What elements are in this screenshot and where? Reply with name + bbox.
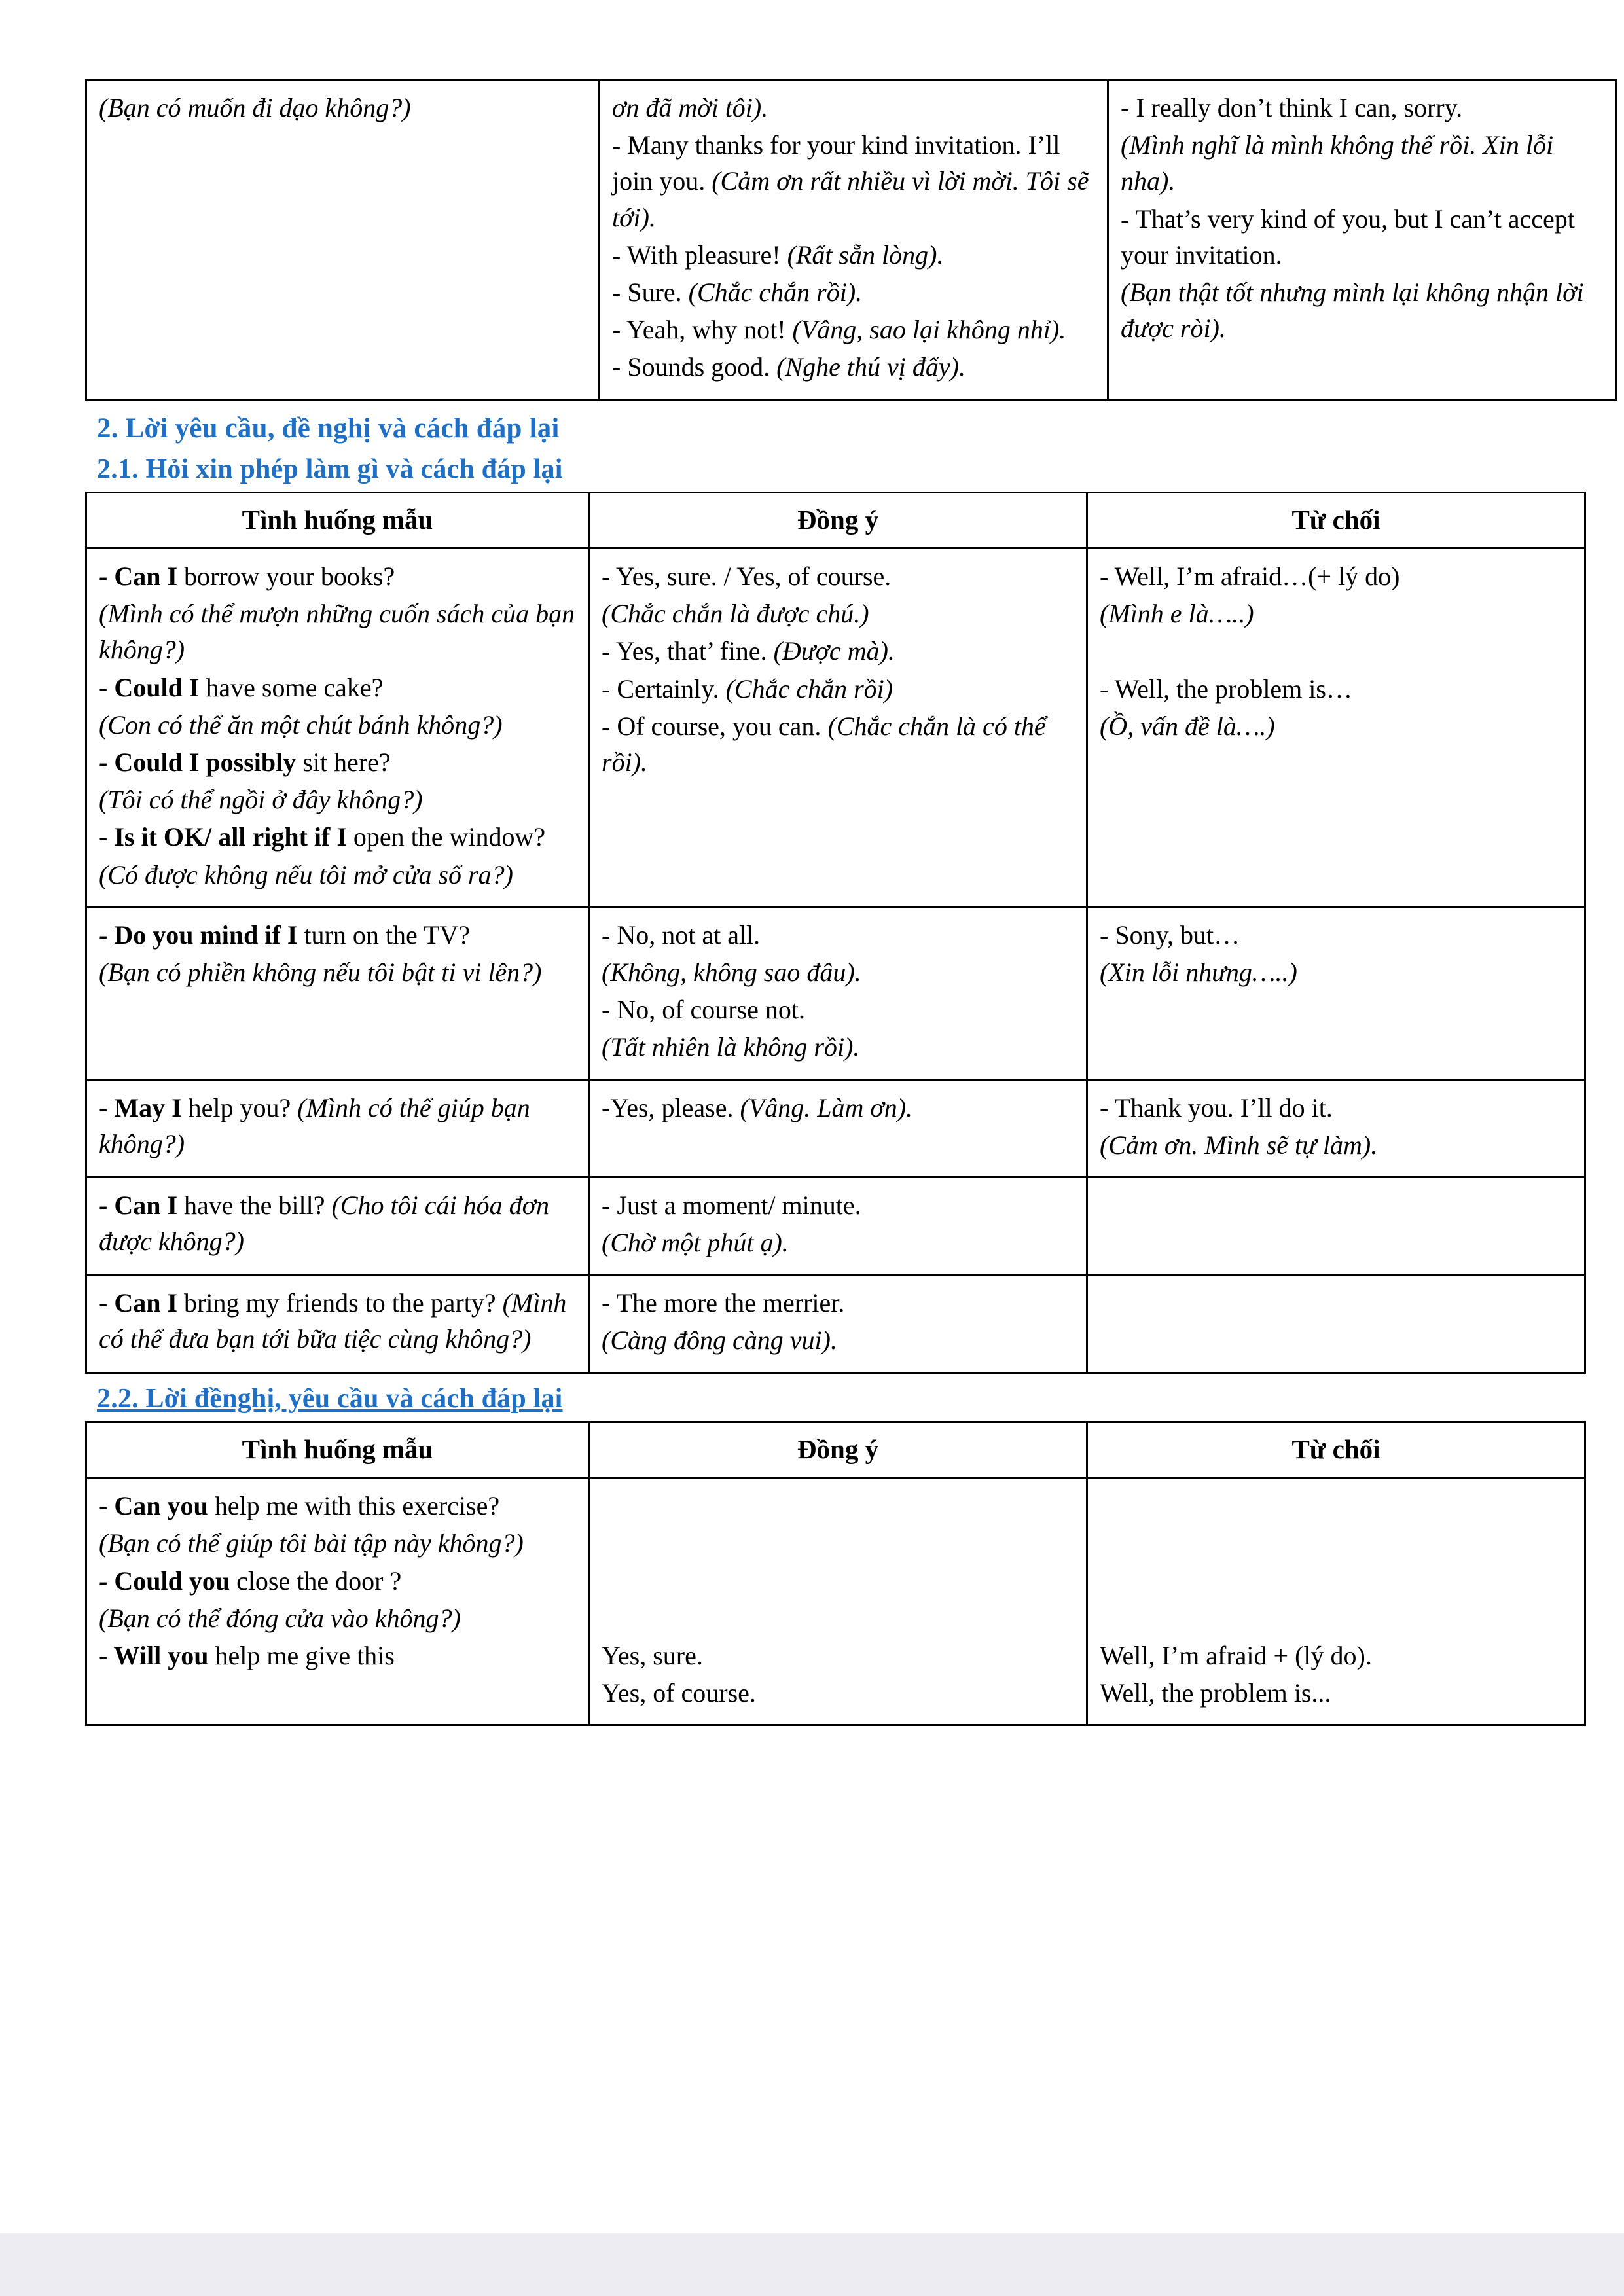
cell-refuse — [1087, 1079, 1585, 1177]
text-line: Yes, of course. — [602, 1678, 756, 1708]
text-line: (Có được không nếu tôi mở cửa sổ ra?) — [99, 859, 513, 889]
text-line: (Bạn có thể đóng cửa vào không?) — [99, 1603, 461, 1633]
text-line: - Yes, sure. / Yes, of course. — [602, 562, 892, 592]
text-bold: - Is it OK/ all right if I — [99, 822, 347, 852]
text-line — [99, 1638, 576, 1674]
text-plain: help you? — [181, 1092, 298, 1122]
text-italic: (Mình có thể giúp bạn không?) — [99, 1092, 530, 1158]
cell-agree — [589, 1177, 1087, 1274]
text-line — [99, 1187, 576, 1259]
text-line: ơn đã mời tôi). — [612, 93, 768, 122]
text-plain: have the bill? — [177, 1190, 332, 1220]
text-line: - Well, I’m afraid…(+ lý do) — [1100, 562, 1400, 592]
table-asking-permission — [85, 492, 1586, 1374]
text-line — [602, 671, 1074, 707]
text-line: (Ồ, vấn đề là….) — [1100, 711, 1275, 741]
text-line — [612, 237, 1095, 273]
text-line — [602, 1090, 1074, 1126]
text-plain: close the door ? — [230, 1566, 402, 1596]
table-row — [86, 906, 1585, 1079]
text-spacer — [1100, 1525, 1572, 1561]
table-requests-wrapper — [85, 1421, 1539, 1708]
text-plain: have some cake? — [199, 672, 384, 702]
table-header-row — [86, 492, 1585, 548]
text-line: (Chắc chắn là được chú.) — [602, 599, 869, 629]
table-invitation-responses — [85, 79, 1617, 401]
text-bold: - Will you — [99, 1640, 209, 1670]
text-plain: - Sure. — [612, 277, 689, 307]
text-line — [612, 312, 1095, 348]
text-line: - That’s very kind of you, but I can’t accept your invitation. — [1121, 204, 1575, 270]
cell-situation — [86, 548, 589, 907]
table-row — [86, 548, 1585, 907]
text-plain: - Certainly. — [602, 673, 726, 704]
text-line: - I really don’t think I can, sorry. — [1121, 93, 1463, 122]
text-line — [99, 917, 576, 953]
text-spacer — [602, 1488, 1074, 1524]
cell-refuse — [1087, 1478, 1585, 1725]
table-row — [86, 1275, 1585, 1372]
text-line: (Chờ một phút ạ). — [602, 1228, 789, 1258]
text-italic: (Cho tôi cái hóa đơn được không?) — [99, 1190, 549, 1257]
text-line: (Bạn có phiền không nếu tôi bật ti vi lên?) — [99, 957, 542, 987]
text-spacer — [602, 1525, 1074, 1561]
text-bold: - Could I possibly — [99, 747, 297, 778]
text-line: Well, I’m afraid + (lý do). — [1100, 1640, 1372, 1670]
text-plain: open the window? — [346, 822, 546, 852]
text-italic: (Vâng. Làm ơn). — [740, 1092, 913, 1122]
cell-agree — [589, 548, 1087, 907]
page-bottom-band — [0, 2233, 1624, 2296]
cell-situation — [86, 80, 600, 400]
text-italic: (Vâng, sao lại không nhỉ). — [792, 315, 1066, 345]
cell-agree — [589, 1478, 1087, 1725]
text-line — [612, 349, 1095, 385]
text-bold: - May I — [99, 1092, 182, 1122]
text-line: - Sony, but… — [1100, 920, 1240, 950]
text-line — [612, 127, 1095, 236]
text-spacer — [602, 1600, 1074, 1636]
text-line: (Mình nghĩ là mình không thể rồi. Xin lỗi nha). — [1121, 130, 1554, 196]
text-plain: help me with this exercise? — [208, 1491, 500, 1521]
cell-situation — [86, 1079, 589, 1177]
text-plain: -Yes, please. — [602, 1092, 740, 1122]
cell-refuse — [1087, 548, 1585, 907]
text-italic: (Nghe thú vị đấy). — [776, 352, 965, 382]
text-plain: - With pleasure! — [612, 240, 787, 270]
text-plain: - Of course, you can. — [602, 711, 828, 741]
text-italic: (Được mà). — [773, 636, 895, 666]
text-line — [602, 633, 1074, 669]
text-line: - Thank you. I’ll do it. — [1100, 1092, 1333, 1122]
text-spacer — [1100, 1488, 1572, 1524]
text-line: - Just a moment/ minute. — [602, 1190, 861, 1220]
text-bold: - Can I — [99, 1190, 178, 1220]
section-heading-2: 2. Lời yêu cầu, đề nghị và cách đáp lại — [97, 412, 560, 444]
text-italic: (Rất sẵn lòng). — [787, 240, 944, 270]
column-header-refuse: Từ chối — [1087, 1422, 1585, 1478]
cell-situation — [86, 1478, 589, 1725]
text-bold: - Could you — [99, 1566, 230, 1596]
table-header-row — [86, 1422, 1585, 1478]
text-line: (Càng đông càng vui). — [602, 1325, 837, 1355]
table-requests — [85, 1421, 1586, 1727]
text-line: (Cảm ơn. Mình sẽ tự làm). — [1100, 1130, 1378, 1160]
text-line: (Mình có thể mượn những cuốn sách của bạn không?) — [99, 599, 575, 665]
cell-refuse — [1108, 80, 1617, 400]
text-plain: - Yeah, why not! — [612, 315, 793, 345]
text-line: (Tất nhiên là không rồi). — [602, 1032, 860, 1062]
text-line: - Well, the problem is… — [1100, 673, 1352, 704]
text-bold: - Can you — [99, 1491, 208, 1521]
table-row — [86, 1177, 1585, 1274]
text-plain: bring my friends to the party? — [177, 1288, 503, 1318]
text-spacer — [1100, 1600, 1572, 1636]
text-line — [99, 558, 576, 594]
text-plain: help me give this — [208, 1640, 395, 1670]
text-line: - No, of course not. — [602, 995, 806, 1025]
text-italic: (Cảm ơn rất nhiều vì lời mời. Tôi sẽ tới). — [612, 166, 1089, 232]
section-heading-2-2: 2.2. Lời đềnghị, yêu cầu và cách đáp lại — [97, 1383, 563, 1414]
text-line: - No, not at all. — [602, 920, 761, 950]
column-header-refuse: Từ chối — [1087, 492, 1585, 548]
cell-situation — [86, 1177, 589, 1274]
text-line: (Tôi có thể ngồi ở đây không?) — [99, 785, 423, 815]
cell-agree — [589, 906, 1087, 1079]
cell-situation — [86, 1275, 589, 1372]
text-line — [99, 744, 576, 780]
cell-refuse — [1087, 906, 1585, 1079]
column-header-agree: Đồng ý — [589, 1422, 1087, 1478]
column-header-situation: Tình huống mẫu — [86, 492, 589, 548]
cell-refuse-empty — [1087, 1177, 1585, 1274]
text-italic: (Chắc chắn rồi). — [688, 277, 863, 307]
text-spacer — [1100, 1563, 1572, 1599]
text-plain: turn on the TV? — [297, 920, 471, 950]
text-italic: (Chắc chắn là có thể rồi). — [602, 711, 1046, 778]
text-line: - The more the merrier. — [602, 1288, 845, 1318]
table-row — [86, 1079, 1585, 1177]
text-line — [99, 1090, 576, 1162]
text-plain: - Sounds good. — [612, 352, 777, 382]
text-italic: (Chắc chắn rồi) — [725, 673, 893, 704]
text-line: (Bạn có thể giúp tôi bài tập này không?) — [99, 1528, 524, 1558]
text-line — [602, 708, 1074, 780]
column-header-agree: Đồng ý — [589, 492, 1087, 548]
text-line: Yes, sure. — [602, 1640, 703, 1670]
cell-refuse-empty — [1087, 1275, 1585, 1372]
text-line: (Bạn có muốn đi dạo không?) — [99, 93, 411, 122]
cell-agree — [589, 1275, 1087, 1372]
text-line — [99, 819, 576, 855]
text-bold: - Can I — [99, 562, 178, 592]
cell-situation — [86, 906, 589, 1079]
cell-agree — [600, 80, 1108, 400]
text-line: Well, the problem is... — [1100, 1678, 1331, 1708]
text-bold: - Do you mind if I — [99, 920, 298, 950]
section-heading-2-1: 2.1. Hỏi xin phép làm gì và cách đáp lại — [97, 454, 563, 484]
cell-agree — [589, 1079, 1087, 1177]
text-line: (Mình e là…..) — [1100, 599, 1254, 629]
text-bold: - Can I — [99, 1288, 178, 1318]
text-line — [99, 1488, 576, 1524]
text-plain: - Many thanks for your kind invitation. I’ll join you. — [612, 130, 1060, 196]
text-line — [99, 670, 576, 706]
text-line — [99, 1563, 576, 1599]
text-line: (Xin lỗi nhưng…..) — [1100, 957, 1297, 987]
text-plain: borrow your books? — [177, 562, 395, 592]
column-header-situation: Tình huống mẫu — [86, 1422, 589, 1478]
text-spacer — [1100, 633, 1572, 669]
table-row — [86, 80, 1617, 400]
text-bold: - Could I — [99, 672, 200, 702]
text-plain: sit here? — [296, 747, 391, 778]
table-row — [86, 1478, 1585, 1725]
text-spacer — [602, 1563, 1074, 1599]
text-line — [612, 274, 1095, 310]
text-line: (Bạn thật tốt nhưng mình lại không nhận lời được ròi). — [1121, 277, 1584, 344]
text-plain: - Yes, that’ fine. — [602, 636, 774, 666]
text-line: (Không, không sao đâu). — [602, 957, 861, 987]
text-line: (Con có thể ăn một chút bánh không?) — [99, 709, 503, 740]
text-italic: (Mình có thể đưa bạn tới bữa tiệc cùng không?) — [99, 1288, 567, 1354]
text-line — [99, 1285, 576, 1357]
